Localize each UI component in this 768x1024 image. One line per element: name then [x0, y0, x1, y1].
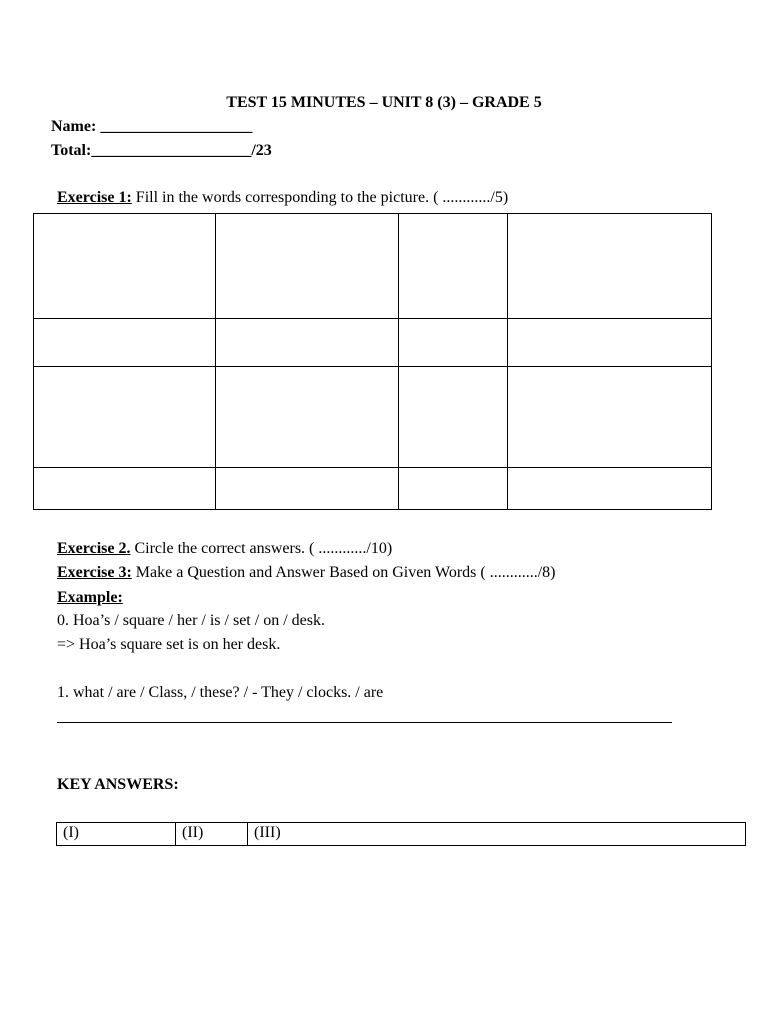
name-line: [51, 118, 252, 136]
answer-cell[interactable]: [399, 319, 508, 367]
answer-line[interactable]: [57, 722, 672, 723]
total-blank[interactable]: ____________________: [91, 142, 252, 159]
example-answer: => Hoa’s square set is on her desk.: [57, 636, 281, 653]
total-label: Total:: [51, 142, 92, 159]
key-answers-heading: KEY ANSWERS:: [57, 776, 179, 793]
answer-cell[interactable]: [508, 319, 712, 367]
key-column-3[interactable]: (III): [248, 823, 746, 846]
picture-cell: [34, 214, 216, 319]
key-answers-row: [57, 823, 746, 846]
exercise-1-label: Exercise 1:: [57, 189, 132, 206]
exercise-1-instruction: Fill in the words corresponding to the picture. ( ............/5): [131, 189, 509, 206]
answer-row: [34, 319, 712, 367]
name-label: Name:: [51, 118, 97, 135]
question-1: 1. what / are / Class, / these? / - They / clocks. / are: [57, 684, 384, 701]
exercise-1-heading: [57, 189, 508, 207]
answer-cell[interactable]: [34, 468, 216, 510]
answer-row: [34, 468, 712, 510]
answer-cell[interactable]: [215, 319, 399, 367]
picture-table: [33, 213, 712, 510]
exercise-2-heading: [57, 540, 392, 558]
page-title: TEST 15 MINUTES – UNIT 8 (3) – GRADE 5: [226, 94, 542, 111]
example-label: Example:: [57, 589, 123, 606]
picture-cell: [215, 214, 399, 319]
picture-cell: [215, 367, 399, 468]
picture-cell: [34, 367, 216, 468]
example-prompt: 0. Hoa’s / square / her / is / set / on / desk.: [57, 612, 325, 629]
answer-cell[interactable]: [215, 468, 399, 510]
exercise-3-label: Exercise 3:: [57, 564, 132, 581]
answer-cell[interactable]: [34, 319, 216, 367]
name-blank[interactable]: ___________________: [100, 118, 253, 135]
exercise-3-heading: [57, 564, 555, 582]
picture-cell: [399, 367, 508, 468]
answer-cell[interactable]: [399, 468, 508, 510]
picture-row: [34, 367, 712, 468]
total-line: [51, 142, 272, 160]
exercise-3-instruction: Make a Question and Answer Based on Given Words ( ............/8): [131, 564, 556, 581]
exercise-2-instruction: Circle the correct answers. ( ............/10): [130, 540, 393, 557]
key-column-1[interactable]: (I): [57, 823, 176, 846]
exercise-2-label: Exercise 2.: [57, 540, 131, 557]
total-max: /23: [251, 142, 272, 159]
picture-cell: [508, 367, 712, 468]
picture-cell: [508, 214, 712, 319]
key-answers-table: [56, 822, 746, 846]
key-column-2[interactable]: (II): [176, 823, 248, 846]
picture-cell: [399, 214, 508, 319]
picture-row: [34, 214, 712, 319]
answer-cell[interactable]: [508, 468, 712, 510]
